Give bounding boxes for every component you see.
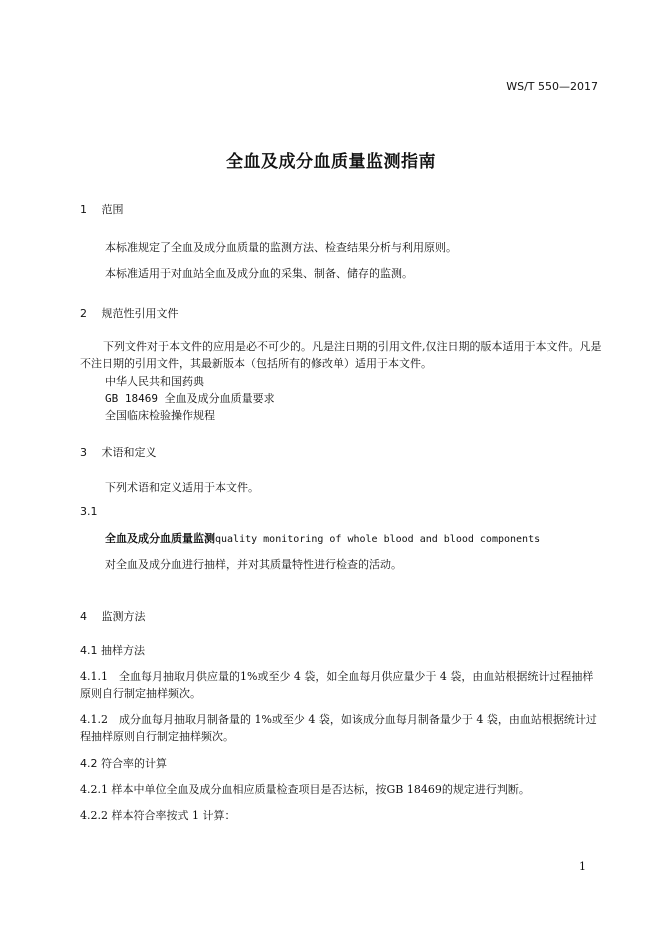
- standard-code: WS/T 550—2017: [506, 80, 598, 93]
- section-1-heading: [80, 201, 124, 217]
- reference-item: 中华人民共和国药典: [105, 375, 204, 388]
- term-3-1-number: 3.1: [80, 505, 98, 518]
- section-1-number: 1: [80, 203, 87, 216]
- subsection-4-1-title: 4.1 抽样方法: [80, 644, 145, 657]
- term-3-1-cn: 全血及成分血质量监测: [105, 532, 215, 545]
- clause-4-2-2: 4.2.2 样本符合率按式 1 计算：: [80, 809, 236, 822]
- section-1-title: 范围: [101, 203, 124, 216]
- term-3-1-heading: [105, 530, 540, 546]
- section-3-para-1: 下列术语和定义适用于本文件。: [105, 481, 259, 494]
- term-3-1-en: quality monitoring of whole blood and blood components: [215, 534, 541, 545]
- reference-item: GB 18469 全血及成分血质量要求: [105, 392, 275, 405]
- section-2-title: 规范性引用文件: [101, 307, 179, 320]
- section-3-heading: [80, 444, 157, 460]
- page-number: 1: [579, 860, 586, 873]
- document-title: 全血及成分血质量监测指南: [226, 152, 436, 172]
- section-4-title: 监测方法: [101, 610, 146, 623]
- section-1-para-2: 本标准适用于对血站全血及成分血的采集、制备、储存的监测。: [105, 267, 413, 280]
- section-3-title: 术语和定义: [101, 446, 157, 459]
- clause-4-1-2: 4.1.2 成分血每月抽取月制备量的 1%或至少 4 袋，如该成分血每月制备量少于 4 袋，由血站根据统计过程抽样原则自行制定抽样频次。: [80, 713, 597, 743]
- section-2-heading: [80, 305, 179, 321]
- section-1-para-1: 本标准规定了全血及成分血质量的监测方法、检查结果分析与利用原则。: [105, 241, 457, 254]
- section-2-number: 2: [80, 307, 87, 320]
- reference-item: 全国临床检验操作规程: [105, 409, 215, 422]
- subsection-4-2-title: 4.2 符合率的计算: [80, 757, 167, 770]
- clause-4-1-1: 4.1.1 全血每月抽取月供应量的1%或至少 4 袋，如全血每月供应量少于 4 袋，由血站根据统计过程抽样原则自行制定抽样频次。: [80, 670, 594, 700]
- section-4-number: 4: [80, 610, 87, 623]
- section-4-heading: [80, 608, 146, 624]
- clause-4-2-1: 4.2.1 样本中单位全血及成分血相应质量检查项目是否达标，按GB 18469的规定进行判断。: [80, 783, 530, 796]
- term-3-1-definition: 对全血及成分血进行抽样，并对其质量特性进行检查的活动。: [105, 558, 402, 571]
- section-3-number: 3: [80, 446, 87, 459]
- section-2-para-1: 下列文件对于本文件的应用是必不可少的。凡是注日期的引用文件,仅注日期的版本适用于本文件。凡是不注日期的引用文件，其最新版本（包括所有的修改单）适用于本文件。: [80, 340, 602, 370]
